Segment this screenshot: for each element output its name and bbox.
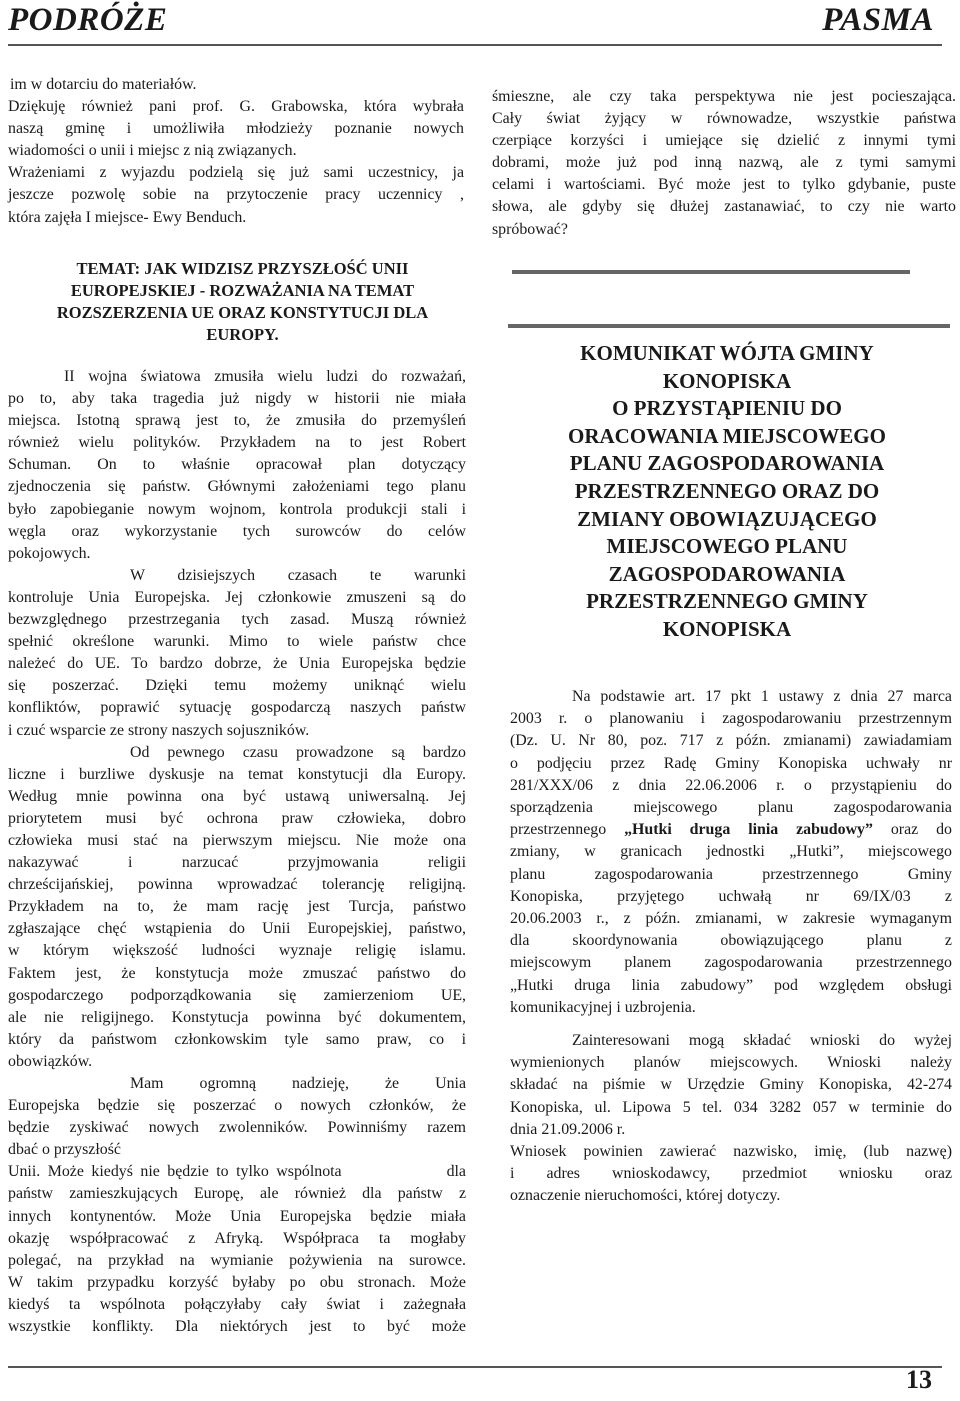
komunikat-title-line: O PRZYSTĄPIENIU DO [612, 396, 842, 421]
essay-line: Europejska będzie się poszerzać o nowych członków, że [8, 1097, 466, 1115]
essay-line: człowieka musi stać na pierwszym miejscu. Nie może ona [8, 831, 466, 849]
komunikat-line: i adres wnioskodawcy, przedmiot wniosku oraz [510, 1165, 952, 1183]
essay-line: śmieszne, ale czy taka perspektywa nie jest pocieszająca. [492, 88, 956, 105]
essay-line: również wielu polityków. Przykładem na to jest Robert [8, 434, 466, 452]
essay-line: Mam ogromną nadzieję, że Unia [130, 1075, 466, 1092]
page-number: 13 [906, 1365, 932, 1394]
essay-line: priorytetem musi być ochrona praw człowieka, dobro [8, 809, 466, 827]
komunikat-line: o podjęciu przez Radę Gminy Konopiska uchwały nr [510, 754, 952, 772]
komunikat-title-line: PRZESTRZENNEGO ORAZ DO [574, 478, 880, 503]
section-divider [512, 270, 910, 274]
essay-line: nakazywać i narzucać przyjmowania religii [8, 854, 466, 872]
komunikat-title-line: ZMIANY OBOWIĄZUJĄCEGO [577, 506, 877, 531]
komunikat-line: Konopiska, ul. Lipowa 5 tel. 034 3282 057 w terminie do [510, 1098, 952, 1116]
komunikat-title-line: KONOPISKA [662, 368, 792, 393]
essay-line: gospodarczego podporządkowania się zamierzeniom UE, [8, 986, 466, 1004]
komunikat-title-line: MIEJSCOWEGO PLANU [606, 534, 848, 559]
essay-line: obowiązków. [8, 1052, 93, 1070]
essay-line: węgla oraz wykorzystanie tych surowców do celów [8, 522, 466, 540]
essay-line: się poszerzać. Dzięki temu możemy uniknąć wielu [8, 677, 466, 695]
essay-line: chrześcijańskiej, powinna wprowadzać tolerancję religijną. [8, 876, 466, 894]
intro-line: wiadomości o unii i miejsc z nią związanych. [8, 142, 297, 160]
komunikat-title-line: KONOPISKA [662, 616, 792, 641]
komunikat-line: oznaczenie nieruchomości, której dotyczy. [510, 1187, 781, 1205]
komunikat-line: 20.06.2003 r., z późn. zmianami, w zakresie wymaganym [510, 910, 952, 928]
komunikat-line: 2003 r. o planowaniu i zagospodarowaniu przestrzennym [510, 710, 952, 728]
essay-line: W dzisiejszych czasach te warunki [130, 566, 466, 584]
komunikat-line: składać na piśmie w Urzędzie Gminy Konopiska, 42-274 [510, 1076, 952, 1094]
komunikat-title-line: PRZESTRZENNEGO GMINY [586, 589, 868, 614]
footer-rule [8, 1366, 942, 1368]
essay-line: wszystkie konflikty. Dla niektórych jest to być może [8, 1318, 466, 1336]
essay-line: polegać, na przykład na wymianie pożywienia na surowce. [8, 1251, 466, 1269]
essay-line: ale nie religijnego. Konstytucja powinna być dokumentem, [8, 1008, 466, 1026]
komunikat-title-line: PLANU ZAGOSPODAROWANIA [569, 451, 885, 476]
essay-line: dobrami, może już pod inną nazwą, ale z tymi samymi [492, 154, 956, 172]
essay-line: państw zamieszkujących Europę, ale również dla państw z [8, 1185, 466, 1203]
komunikat-line: dla skoordynowania obowiązującego planu z [510, 932, 952, 950]
komunikat-text: przestrzennego [510, 821, 625, 839]
essay-line: Od pewnego czasu prowadzone są bardzo [130, 743, 466, 761]
header-rule [8, 44, 942, 46]
essay-line: w którym większość ludności wyznaje religię islamu. [8, 942, 466, 960]
essay-line: celami i wartościami. Być może jest to tylko gdybanie, puste [492, 176, 956, 194]
essay-line: czerpiące korzyści i umiejące się dzielić z innymi tymi [492, 132, 956, 150]
intro-line: która zajęła I miejsce- Ewy Benduch. [8, 208, 247, 226]
komunikat-title-line: ORACOWANIA MIEJSCOWEGO [568, 423, 886, 448]
magazine-title: PASMA [822, 2, 934, 38]
komunikat-top-rule [508, 324, 950, 328]
komunikat-line: planu zagospodarowania przestrzennego Gminy [510, 865, 952, 883]
essay-line: miejsca. Istotną sprawą jest to, że zmusiła do przemyśleń [8, 412, 466, 430]
komunikat-title [512, 340, 942, 644]
komunikat-text: oraz do [872, 821, 952, 839]
komunikat-line: wymienionych planów miejscowych. Wnioski należy [510, 1054, 952, 1072]
komunikat-line: Wniosek powinien zawierać nazwisko, imię, (lub nazwę) [510, 1143, 952, 1161]
essay-line: konfliktów, poprawić sytuację gospodarczą naszych państw [8, 699, 466, 717]
essay-continuation [492, 86, 956, 241]
essay-line: II wojna światowa zmusiła wielu ludzi do rozważań, [64, 368, 466, 385]
section-title: PODRÓŻE [8, 2, 168, 38]
komunikat-line: Konopiska, przyjętego uchwałą nr 69/IX/03 z [510, 887, 952, 905]
essay-line: Unii. Może kiedyś nie będzie to tylko wspólnota dla [8, 1163, 466, 1181]
essay-line: bezwzględnego przestrzegania tych zasad. Muszą również [8, 611, 466, 629]
komunikat-line: 281/XXX/06 z dnia 22.06.2006 r. o przystąpieniu do [510, 776, 952, 794]
intro-line: Dziękuję również pani prof. G. Grabowska, która wybrała [8, 98, 464, 116]
essay-line: było zapobieganie nowym wojnom, kontrola produkcji stali i [8, 500, 466, 518]
essay-line: będzie zyskiwać nowych zwolenników. Powinniśmy razem [8, 1119, 466, 1137]
essay-line: po to, aby taka tragedia już nigdy w historii nie miała [8, 390, 466, 408]
essay-line: Faktem jest, że konstytucja może zmuszać państwo do [8, 964, 466, 982]
komunikat-body-2 [510, 1030, 952, 1208]
essay-line: Według mnie powinna ona być ustawą uniwersalną. Jej [8, 787, 466, 805]
essay-line: i czuć wsparcie ze strony naszych sojuszników. [8, 721, 310, 739]
komunikat-line: dnia 21.09.2006 r. [510, 1120, 626, 1138]
essay-line: Przykładem na to, że mam rację jest Turcja, państwo [8, 898, 466, 916]
essay-line: pokojowych. [8, 544, 91, 562]
komunikat-line: zmiany, w granicach jednostki „Hutki”, miejscowego [510, 843, 952, 861]
komunikat-line: sporządzenia miejscowego planu zagospodarowania [510, 799, 952, 817]
essay-line: W takim przypadku korzyść byłaby po obu stronach. Może [8, 1273, 466, 1291]
komunikat-line [510, 819, 952, 841]
intro-line: naszą gminę i umożliwiła młodzieży poznanie nowych [8, 120, 464, 138]
essay-line: spełnić określone warunki. Mimo to wiele państw chce [8, 633, 466, 651]
komunikat-line: (Dz. U. Nr 80, poz. 717 z późn. zmianami) zawiadamiam [510, 732, 952, 750]
essay-line: Cały świat żyjący w równowadze, wszystkie państwa [492, 110, 956, 128]
essay-text [8, 366, 466, 1338]
komunikat-body [510, 686, 952, 1019]
essay-line: innych kontynentów. Może Unia Europejska będzie miała [8, 1207, 466, 1225]
komunikat-line: „Hutki druga linia zabudowy” pod względem obsługi [510, 976, 952, 994]
komunikat-line: Zainteresowani mogą składać wnioski do wyżej [572, 1032, 952, 1049]
komunikat-title-line: KOMUNIKAT WÓJTA GMINY [580, 341, 874, 365]
komunikat-line: miejscowym planem zagospodarowania przestrzennego [510, 954, 952, 972]
essay-line: kiedyś ta wspólnota połączyłaby cały świat i zażegnała [8, 1295, 466, 1313]
essay-line: spróbować? [492, 220, 568, 238]
essay-line: okazję współpracować z Afryką. Współpraca ta mogłaby [8, 1229, 466, 1247]
essay-line: liczne i burzliwe dyskusje na temat konstytucji dla Europy. [8, 765, 466, 783]
essay-line: zjednoczenia się państw. Głównymi założeniami tego planu [8, 478, 466, 496]
essay-line: słowa, ale gdyby się dłużej zastanawiać, to czy nie warto [492, 198, 956, 216]
essay-line: dbać o przyszłość [8, 1141, 121, 1159]
essay-line: kontroluje Unia Europejska. Jej członkowie zmuszeni są do [8, 588, 466, 606]
essay-line: który da państwom członkowskim tyle samo praw, co i [8, 1030, 466, 1048]
komunikat-line: komunikacyjnej i uzbrojenia. [510, 998, 696, 1016]
intro-line: Wrażeniami z wyjazdu podzielą się już sami uczestnicy, ja [8, 164, 464, 182]
essay-topic-heading: TEMAT: JAK WIDZISZ PRZYSZŁOŚĆ UNII EUROPEJSKIEJ - ROZWAŻANIA NA TEMAT ROZSZERZENIA UE ORAZ KONSTYTUCJI DLA EUROPY. [56, 259, 429, 344]
plan-name: „Hutki druga linia zabudowy” [624, 821, 873, 839]
komunikat-line: Na podstawie art. 17 pkt 1 ustawy z dnia 27 marca [572, 688, 952, 705]
essay-line: zgłaszające chęć wstąpienia do Unii Europejskiej, państwo, [8, 920, 466, 938]
komunikat-title-line: ZAGOSPODAROWANIA [608, 561, 846, 586]
essay-line: Schuman. On to właśnie opracował plan dotyczący [8, 456, 466, 474]
intro-line: im w dotarciu do materiałów. [10, 76, 197, 93]
intro-line: jeszcze pozwolę sobie na przytoczenie pracy uczennicy , [8, 186, 464, 204]
intro-text [8, 74, 464, 229]
essay-line: należeć do UE. To bardzo dobrze, że Unia Europejska będzie [8, 655, 466, 673]
